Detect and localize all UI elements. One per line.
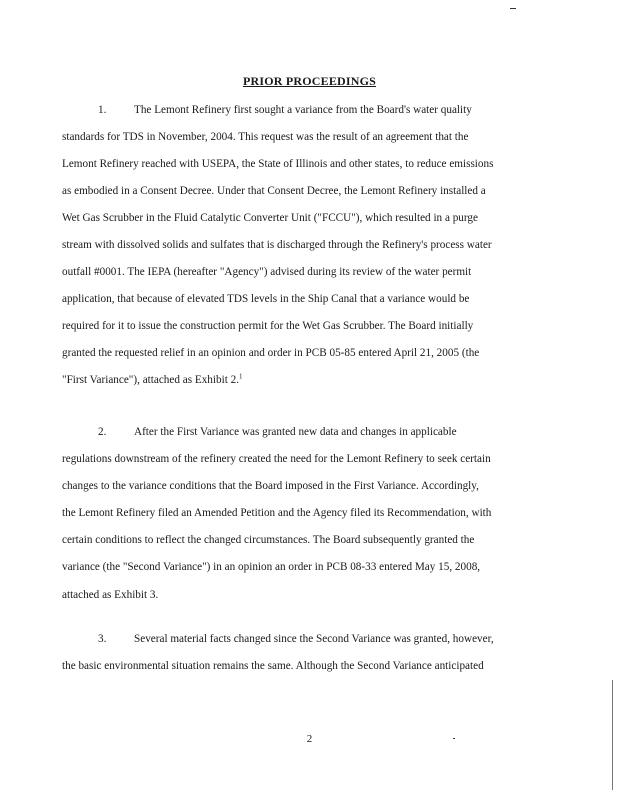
paragraph-text: After the First Variance was granted new data and changes in applicable [134,426,457,438]
paragraph-text: certain conditions to reflect the changed circumstances. The Board subsequently granted the [62,534,475,546]
paragraph-text: changes to the variance conditions that the Board imposed in the First Variance. Accordingly, [62,480,479,492]
paragraph-text: regulations downstream of the refinery created the need for the Lemont Refinery to seek certain [62,453,491,465]
paragraph-text: the Lemont Refinery filed an Amended Petition and the Agency filed its Recommendation, with [62,507,492,519]
scan-artifact [510,8,516,9]
paragraph-3-number: 3. [98,633,107,645]
paragraph-text: required for it to issue the construction permit for the Wet Gas Scrubber. The Board initially [62,320,474,332]
paragraph-text: outfall #0001. The IEPA (hereafter "Agency") advised during its review of the water permit [62,266,472,278]
paragraph-text: application, that because of elevated TDS levels in the Ship Canal that a variance would be [62,293,470,305]
footnote-reference: 1 [239,372,243,381]
paragraph-text: attached as Exhibit 3. [62,589,159,601]
paragraph-text: granted the requested relief in an opinion and order in PCB 05-85 entered April 21, 2005 (the [62,347,480,359]
paragraph-2-first-line [98,425,457,439]
scan-edge-artifact [612,680,613,790]
paragraph-text: Several material facts changed since the Second Variance was granted, however, [134,633,494,645]
paragraph-text: Wet Gas Scrubber in the Fluid Catalytic Converter Unit ("FCCU"), which resulted in a purge [62,212,478,224]
paragraph-text: as embodied in a Consent Decree. Under that Consent Decree, the Lemont Refinery installed a [62,185,486,197]
paragraph-1-first-line [98,103,472,117]
paragraph-text: standards for TDS in November, 2004. This request was the result of an agreement that the [62,131,469,143]
scan-artifact [453,738,455,739]
section-heading: PRIOR PROCEEDINGS [242,74,377,88]
paragraph-1-last-line [62,373,243,387]
paragraph-text: the basic environmental situation remains the same. Although the Second Variance anticipated [62,660,484,672]
paragraph-text: variance (the "Second Variance") in an opinion an order in PCB 08-33 entered May 15, 2008, [62,561,481,573]
paragraph-text: Lemont Refinery reached with USEPA, the State of Illinois and other states, to reduce emissions [62,158,494,170]
page-number: 2 [306,733,313,745]
paragraph-text: stream with dissolved solids and sulfates that is discharged through the Refinery's process water [62,239,492,251]
paragraph-2-number: 2. [98,426,107,438]
paragraph-3-first-line [98,632,494,646]
paragraph-text: "First Variance"), attached as Exhibit 2. [62,374,239,386]
paragraph-text: The Lemont Refinery first sought a variance from the Board's water quality [134,104,472,116]
paragraph-1-number: 1. [98,104,107,116]
